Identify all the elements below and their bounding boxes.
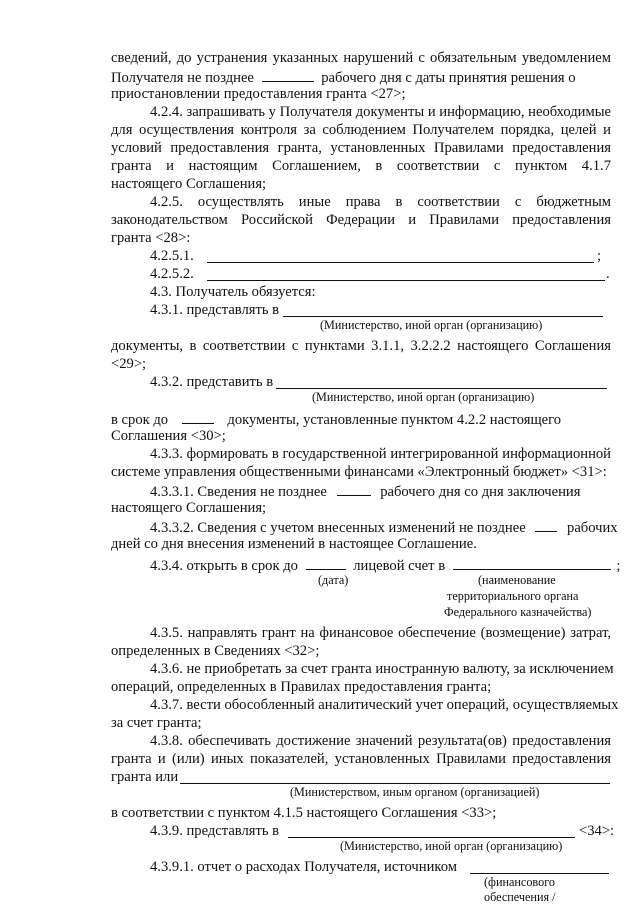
text-line: гранта и настоящим Соглашением, в соответствии с пунктом 4.1.7 (111, 158, 611, 174)
text-line: определенных в Сведениях <32>; (111, 643, 320, 659)
punctuation: ; (597, 248, 602, 264)
item-4-3-2: 4.3.2. представить в (150, 374, 274, 390)
text-fragment: рабочего дня с даты принятия решения о (321, 70, 576, 86)
item-4-3-1: 4.3.1. представлять в (150, 302, 280, 318)
field-caption: обеспечения / (484, 890, 556, 904)
blank-field (453, 556, 611, 570)
blank-line (180, 783, 610, 784)
text-line: настоящего Соглашения; (111, 176, 267, 192)
item-4-2-5-2: 4.2.5.2. (150, 266, 194, 282)
text-line: гранта <28>: (111, 230, 191, 246)
field-caption: (Министерство, иной орган (организацию) (312, 390, 535, 404)
item-4-3-9: 4.3.9. представлять в (150, 823, 280, 839)
text-line: Соглашения <30>; (111, 428, 226, 444)
text-line: системе управления общественными финансами «Электронный бюджет» <31>: (111, 464, 607, 480)
text-fragment: в срок до (111, 412, 169, 428)
field-caption: (Министерство, иной орган (организацию) (340, 839, 563, 853)
text-fragment: лицевой счет в (353, 558, 446, 574)
paragraph-4-3-6: 4.3.6. не приобретать за счет гранта иностранную валюту, за исключением (150, 661, 614, 677)
field-caption: Федерального казначейства) (444, 605, 592, 619)
text-line: законодательством Российской Федерации и Правилами предоставления (111, 212, 611, 228)
text-fragment: документы, установленные пунктом 4.2.2 настоящего (227, 412, 562, 428)
text-fragment: Получателя не позднее (111, 70, 254, 86)
text-fragment: рабочего дня со дня заключения (380, 484, 581, 500)
text-line: приостановлении предоставления гранта <27>; (111, 86, 406, 102)
blank-field (306, 556, 346, 570)
field-caption: (наименование (478, 573, 556, 587)
blank-line (207, 280, 605, 281)
text-line: за счет гранта; (111, 715, 202, 731)
text-line: дней со дня внесения изменений в настоящее Соглашение. (111, 536, 477, 552)
text-fragment: 4.3.3.1. Сведения не позднее (150, 484, 327, 500)
paragraph-4-3-8: 4.3.8. обеспечивать достижение значений результата(ов) предоставления (150, 733, 611, 749)
field-caption: (финансового (484, 875, 555, 889)
paragraph-4-2-4: 4.2.4. запрашивать у Получателя документы и информацию, необходимые (150, 104, 611, 120)
text-line: настоящего Соглашения; (111, 500, 267, 516)
field-caption: территориального органа (447, 589, 579, 603)
text-fragment: рабочих (567, 520, 618, 536)
text-line: гранта и (или) иных показателей, установленных Правилами предоставления (111, 751, 611, 767)
blank-field (182, 410, 214, 424)
text-line: <29>; (111, 356, 147, 372)
text-line: сведений, до устранения указанных нарушений с обязательным уведомлением (111, 50, 611, 66)
punctuation: ; (616, 558, 621, 574)
paragraph-4-3-5: 4.3.5. направлять грант на финансовое обеспечение (возмещение) затрат, (150, 625, 611, 641)
paragraph-4-3-3: 4.3.3. формировать в государственной интегрированной информационной (150, 446, 611, 462)
item-4-3-3-2 (150, 518, 618, 538)
paragraph-4-2-5: 4.2.5. осуществлять иные права в соответствии с бюджетным (150, 194, 611, 210)
text-line (111, 68, 611, 88)
text-line: гранта или (111, 769, 179, 785)
text-line: документы, в соответствии с пунктами 3.1.1, 3.2.2.2 настоящего Соглашения (111, 338, 611, 354)
text-fragment: 4.3.3.2. Сведения с учетом внесенных изменений не позднее (150, 520, 526, 536)
item-4-3-3-1 (150, 482, 580, 502)
blank-line (288, 837, 575, 838)
blank-line (276, 388, 607, 389)
text-line: в соответствии с пунктом 4.1.5 настоящего Соглашения <33>; (111, 805, 497, 821)
text-line (111, 410, 611, 430)
field-caption: (Министерством, иным органом (организацией) (290, 785, 540, 799)
blank-field (337, 482, 371, 496)
paragraph-4-3: 4.3. Получатель обязуется: (150, 284, 316, 300)
item-4-2-5-1: 4.2.5.1. (150, 248, 194, 264)
punctuation: . (606, 266, 610, 282)
blank-line (207, 262, 594, 263)
field-caption: (дата) (318, 573, 349, 587)
text-line: условий предоставления гранта, установленных Правилами предоставления (111, 140, 611, 156)
text-fragment: 4.3.4. открыть в срок до (150, 558, 298, 574)
blank-field (535, 518, 557, 532)
paragraph-4-3-7: 4.3.7. вести обособленный аналитический учет операций, осуществляемых (150, 697, 619, 713)
field-caption: (Министерство, иной орган (организацию) (320, 318, 543, 332)
footnote-ref: <34>: (579, 823, 615, 839)
text-line: операций, определенных в Правилах предоставления гранта; (111, 679, 492, 695)
item-4-3-9-1: 4.3.9.1. отчет о расходах Получателя, источником (150, 859, 457, 875)
blank-field (262, 68, 314, 82)
blank-line (283, 316, 603, 317)
text-line: для осуществления контроля за соблюдением Получателем порядка, целей и (111, 122, 611, 138)
blank-line (470, 873, 609, 874)
